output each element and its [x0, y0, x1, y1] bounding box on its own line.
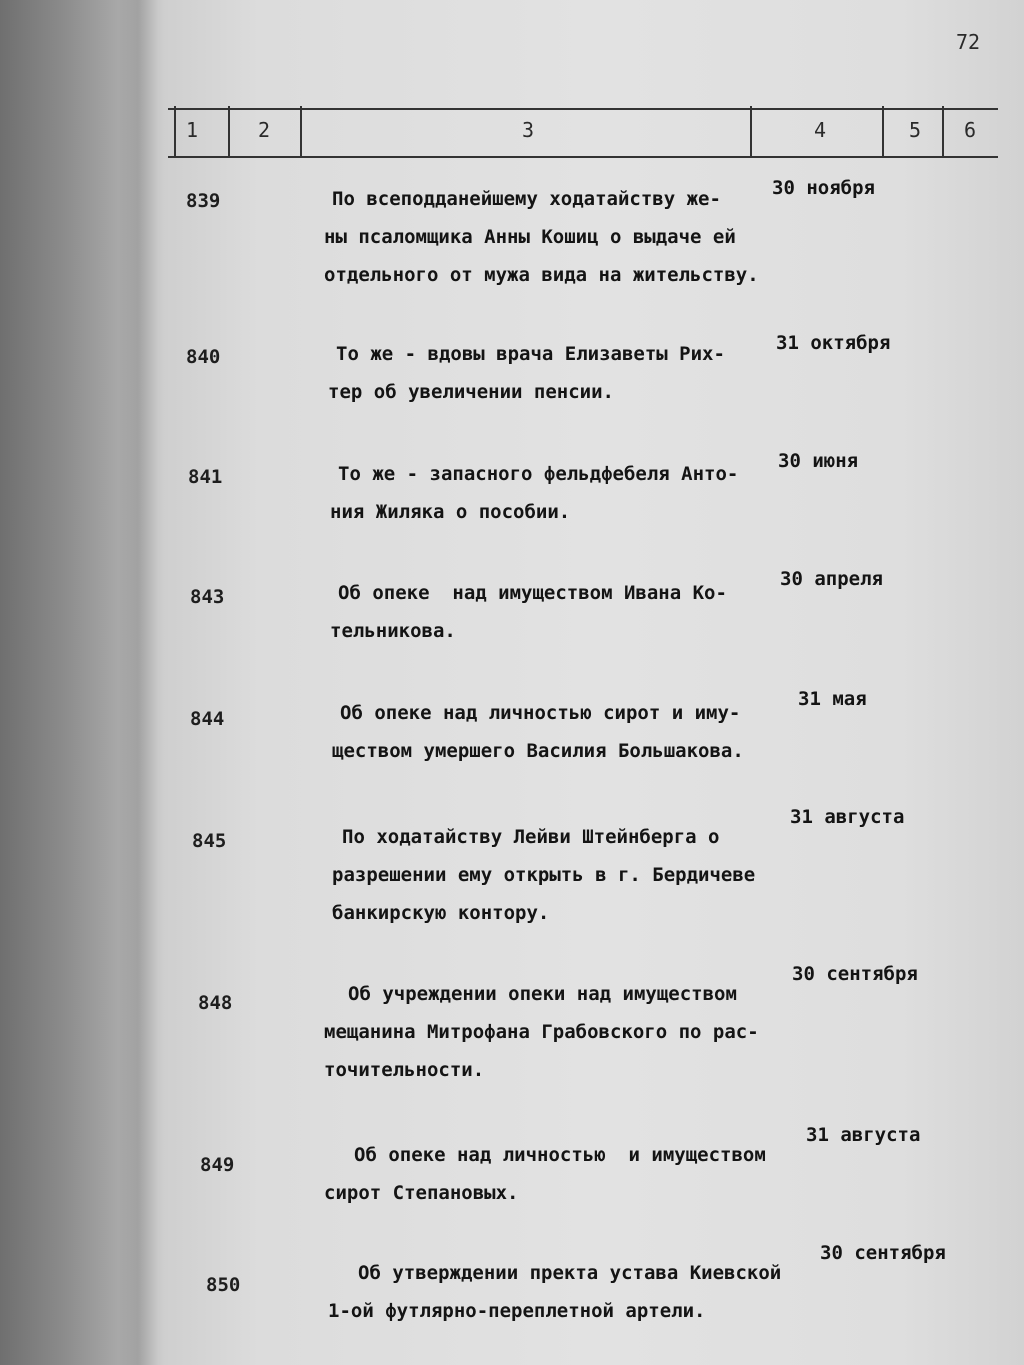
entry-date: 30 июня: [778, 450, 859, 472]
entry-text: [332, 818, 756, 932]
entry-number: 850: [206, 1274, 241, 1296]
entry-date: 30 сентября: [820, 1242, 946, 1264]
entry-date: 31 августа: [806, 1124, 921, 1146]
entry-line: ны псаломщика Анны Кошиц о выдаче ей: [324, 226, 736, 248]
column-divider: [882, 106, 884, 158]
entry-text: [332, 694, 744, 770]
entry-line: Об опеке над личностью и имуществом: [354, 1144, 766, 1166]
column-divider: [174, 106, 176, 158]
entry-number: 844: [190, 708, 225, 730]
column-divider: [750, 106, 752, 158]
entry-number: 840: [186, 346, 221, 368]
column-header-6: 6: [963, 118, 977, 142]
entry-number: 845: [192, 830, 227, 852]
entry-line: Об опеке над имуществом Ивана Ко-: [338, 582, 727, 604]
entry-line: разрешении ему открыть в г. Бердичеве: [332, 864, 756, 886]
entry-text: [330, 455, 739, 531]
page-number: 72: [956, 30, 981, 54]
entry-line: Об опеке над личностью сирот и иму-: [340, 702, 741, 724]
entry-number: 841: [188, 466, 223, 488]
entry-line: отдельного от мужа вида на жительству.: [324, 264, 759, 286]
column-header-1: 1: [185, 118, 199, 142]
entry-date: 31 мая: [798, 688, 867, 710]
entry-line: мещанина Митрофана Грабовского по рас-: [324, 1021, 759, 1043]
entry-line: По всеподданейшему ходатайству же-: [332, 188, 721, 210]
column-header-4: 4: [813, 118, 827, 142]
book-spine-shadow: [118, 0, 158, 1365]
column-header-3: 3: [521, 118, 535, 142]
entry-line: тер об увеличении пенсии.: [328, 381, 614, 403]
column-divider: [942, 106, 944, 158]
column-header-row: [168, 108, 998, 158]
entry-date: 30 апреля: [780, 568, 883, 590]
entry-number: 843: [190, 586, 225, 608]
column-header-2: 2: [257, 118, 271, 142]
entry-line: То же - вдовы врача Елизаветы Рих-: [336, 343, 725, 365]
entry-number: 839: [186, 190, 221, 212]
entry-line: банкирскую контору.: [332, 902, 550, 924]
entry-text: [324, 1136, 766, 1212]
entry-date: 30 сентября: [792, 963, 918, 985]
entry-line: ществом умершего Василия Большакова.: [332, 740, 744, 762]
entry-line: Об утверждении пректа устава Киевской: [358, 1262, 782, 1284]
entry-line: Об учреждении опеки над имуществом: [348, 983, 737, 1005]
entry-line: точительности.: [324, 1059, 485, 1081]
entry-text: [330, 574, 727, 650]
entry-line: тельникова.: [330, 620, 456, 642]
entry-date: 31 августа: [790, 806, 905, 828]
entry-text: [328, 335, 725, 411]
entry-line: По ходатайству Лейви Штейнберга о: [342, 826, 720, 848]
entry-line: 1-ой футлярно-переплетной артели.: [328, 1300, 706, 1322]
entry-text: [328, 1254, 782, 1330]
entry-number: 848: [198, 992, 233, 1014]
entry-number: 849: [200, 1154, 235, 1176]
column-divider: [228, 106, 230, 158]
column-divider: [300, 106, 302, 158]
entry-text: [324, 180, 759, 294]
entry-line: То же - запасного фельдфебеля Анто-: [338, 463, 739, 485]
entry-date: 31 октября: [776, 332, 891, 354]
entry-line: ния Жиляка о пособии.: [330, 501, 571, 523]
entry-text: [324, 975, 759, 1089]
column-header-5: 5: [908, 118, 922, 142]
entry-line: сирот Степановых.: [324, 1182, 519, 1204]
entry-date: 30 ноября: [772, 177, 875, 199]
